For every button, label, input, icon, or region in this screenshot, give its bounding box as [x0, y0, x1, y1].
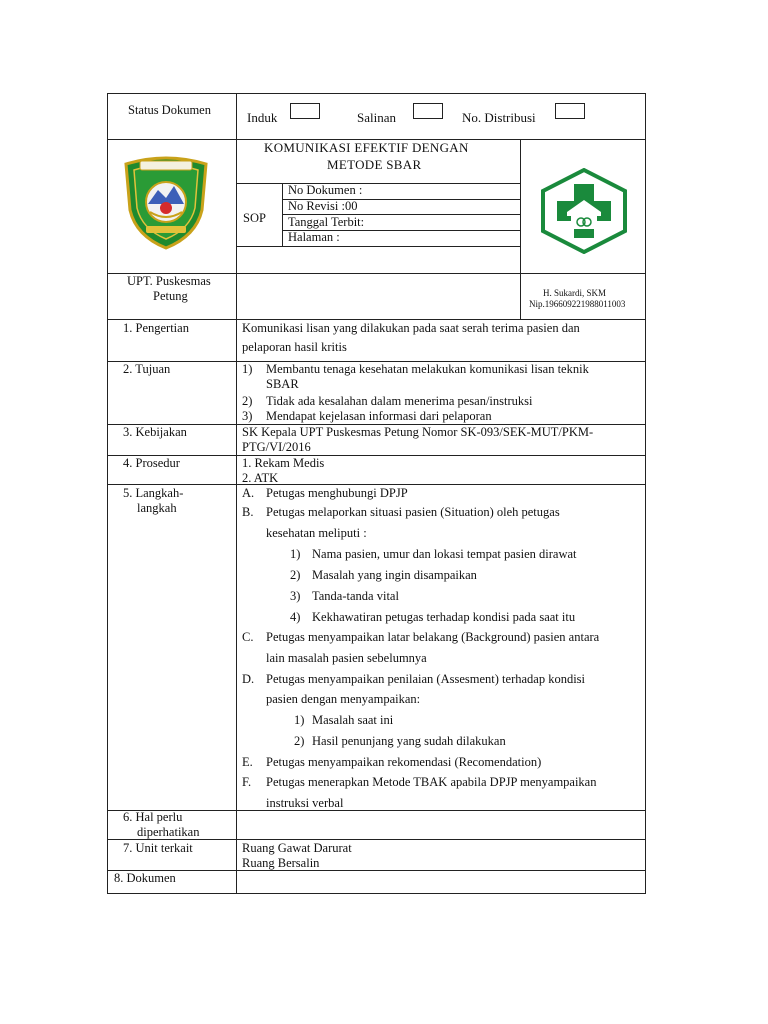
langkah-label-line1: 5. Langkah-: [123, 486, 184, 500]
step-text: Petugas melaporkan situasi pasien (Situation) oleh petugas: [266, 505, 560, 519]
puskesmas-logo-icon: [540, 168, 628, 258]
step-letter: A.: [242, 486, 255, 500]
halaman-label: Halaman :: [288, 230, 340, 244]
sub-step-text: Tanda-tanda vital: [312, 589, 399, 603]
step-text: lain masalah pasien sebelumnya: [266, 651, 427, 665]
column-divider: [236, 93, 237, 894]
kebijakan-label: 3. Kebijakan: [123, 425, 187, 439]
tujuan-item-text: SBAR: [266, 377, 299, 391]
sop-title-line2: METODE SBAR: [327, 157, 422, 172]
status-dokumen-label: Status Dokumen: [128, 103, 211, 117]
table-border-bottom: [107, 893, 646, 894]
tanggal-terbit-label: Tanggal Terbit:: [288, 215, 365, 229]
induk-checkbox[interactable]: [290, 103, 320, 119]
step-text: Petugas menghubungi DPJP: [266, 486, 408, 500]
unit-terkait-label: 7. Unit terkait: [123, 841, 193, 855]
tujuan-item-number: 1): [242, 362, 253, 376]
sub-step-text: Hasil penunjang yang sudah dilakukan: [312, 734, 506, 748]
org-name-line1: UPT. Puskesmas: [127, 274, 211, 288]
tujuan-item-text: Tidak ada kesalahan dalam menerima pesan/instruksi: [266, 394, 533, 408]
sub-step-number: 3): [290, 589, 301, 603]
sop-title-line1: KOMUNIKASI EFEKTIF DENGAN: [264, 140, 469, 155]
tujuan-item-number: 3): [242, 409, 253, 423]
sop-label: SOP: [243, 211, 266, 225]
pengertian-line2: pelaporan hasil kritis: [242, 340, 347, 354]
no-dokumen-label: No Dokumen :: [288, 183, 363, 197]
sub-step-number: 4): [290, 610, 301, 624]
step-letter: F.: [242, 775, 252, 789]
kebijakan-line2: PTG/VI/2016: [242, 440, 311, 454]
sub-step-number: 1): [290, 547, 301, 561]
district-crest-icon: [120, 152, 212, 256]
prosedur-line2: 2. ATK: [242, 471, 279, 485]
no-distribusi-checkbox[interactable]: [555, 103, 585, 119]
step-text: pasien dengan menyampaikan:: [266, 692, 421, 706]
row-line: [107, 319, 646, 320]
salinan-checkbox[interactable]: [413, 103, 443, 119]
sub-step-text: Masalah saat ini: [312, 713, 394, 727]
tujuan-item-text: Membantu tenaga kesehatan melakukan komunikasi lisan teknik: [266, 362, 589, 376]
kebijakan-line1: SK Kepala UPT Puskesmas Petung Nomor SK-093/SEK-MUT/PKM-: [242, 425, 594, 439]
no-revisi-label: No Revisi :00: [288, 199, 358, 213]
pengertian-label: 1. Pengertian: [123, 321, 189, 335]
prosedur-label: 4. Prosedur: [123, 456, 180, 470]
step-text: Petugas menyampaikan penilaian (Assesment) terhadap kondisi: [266, 672, 586, 686]
signer-nip: Nip.196609221988011003: [529, 299, 626, 309]
tujuan-item-text: Mendapat kejelasan informasi dari pelaporan: [266, 409, 492, 423]
induk-label: Induk: [247, 110, 278, 125]
step-text: Petugas menyampaikan rekomendasi (Recomendation): [266, 755, 542, 769]
step-text: Petugas menerapkan Metode TBAK apabila DPJP menyampaikan: [266, 775, 597, 789]
no-distribusi-label: No. Distribusi: [462, 110, 536, 125]
row-line: [107, 870, 646, 871]
sub-step-number: 2): [290, 568, 301, 582]
step-letter: D.: [242, 672, 255, 686]
tujuan-item-number: 2): [242, 394, 253, 408]
sub-step-number: 2): [294, 734, 305, 748]
row-line: [107, 455, 646, 456]
sub-step-text: Masalah yang ingin disampaikan: [312, 568, 477, 582]
hal-perlu-label-line1: 6. Hal perlu: [123, 810, 183, 824]
row-line: [236, 183, 521, 184]
unit-terkait-line2: Ruang Bersalin: [242, 856, 320, 870]
signer-name: H. Sukardi, SKM: [543, 288, 607, 298]
org-name-line2: Petung: [153, 289, 188, 303]
row-line: [107, 484, 646, 485]
sub-step-text: Nama pasien, umur dan lokasi tempat pasien dirawat: [312, 547, 577, 561]
pengertian-line1: Komunikasi lisan yang dilakukan pada saat serah terima pasien dan: [242, 321, 580, 335]
langkah-label-line2: langkah: [137, 501, 177, 515]
row-line: [236, 273, 646, 274]
unit-terkait-line1: Ruang Gawat Darurat: [242, 841, 352, 855]
step-letter: B.: [242, 505, 254, 519]
step-letter: E.: [242, 755, 253, 769]
table-border-left: [107, 93, 108, 894]
table-border-right: [645, 93, 646, 894]
hal-perlu-label-line2: diperhatikan: [137, 825, 200, 839]
salinan-label: Salinan: [357, 110, 396, 125]
prosedur-line1: 1. Rekam Medis: [242, 456, 325, 470]
step-text: Petugas menyampaikan latar belakang (Background) pasien antara: [266, 630, 600, 644]
row-line: [107, 810, 646, 811]
tujuan-label: 2. Tujuan: [123, 362, 171, 376]
table-border-top: [107, 93, 646, 94]
step-letter: C.: [242, 630, 254, 644]
sub-step-text: Kekhawatiran petugas terhadap kondisi pada saat itu: [312, 610, 576, 624]
step-text: kesehatan meliputi :: [266, 526, 367, 540]
row-line: [236, 246, 521, 247]
dokumen-label: 8. Dokumen: [114, 871, 176, 885]
sub-step-number: 1): [294, 713, 305, 727]
step-text: instruksi verbal: [266, 796, 344, 810]
